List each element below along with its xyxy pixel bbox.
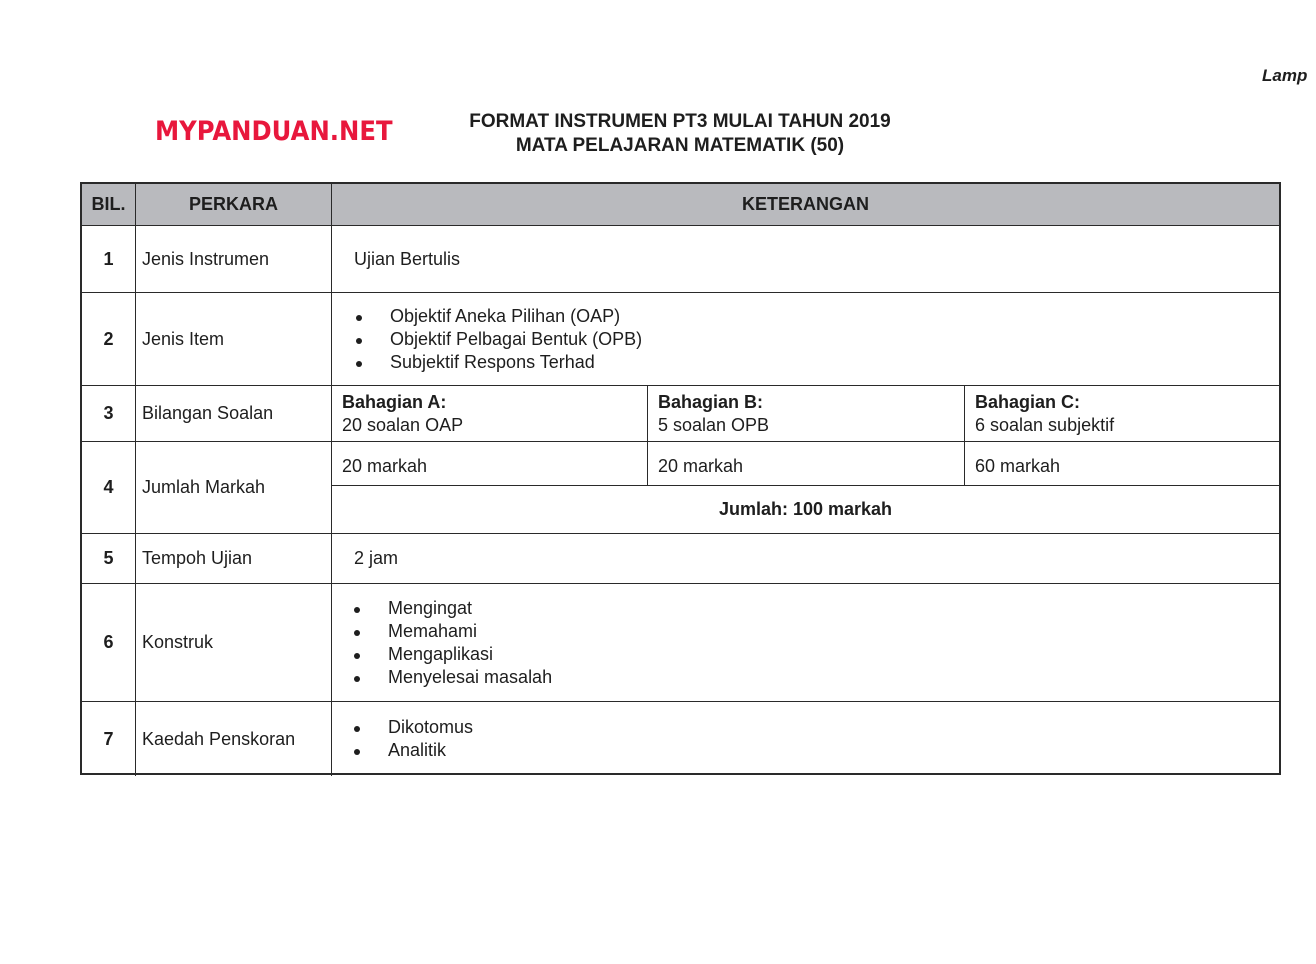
format-table: [80, 182, 1281, 775]
section-name: Bahagian A:: [342, 391, 447, 412]
marks-b-cell: [648, 442, 965, 486]
section-detail: 20 soalan OAP: [342, 414, 464, 435]
bullet-list: [352, 716, 473, 762]
header-bil: BIL.: [82, 184, 136, 226]
list-item: Memahami: [352, 620, 552, 643]
row-label: Kaedah Penskoran: [136, 702, 332, 776]
section-name: Bahagian C:: [975, 391, 1081, 412]
list-item: Objektif Pelbagai Bentuk (OPB): [354, 328, 642, 351]
list-item: Menyelesai masalah: [352, 666, 552, 689]
marks-value: 20 markah: [658, 456, 744, 476]
row-number: 4: [82, 442, 136, 534]
row-label: Bilangan Soalan: [136, 386, 332, 442]
total-marks: Jumlah: 100 markah: [332, 486, 1279, 534]
header-perkara: PERKARA: [136, 184, 332, 226]
list-item: Mengaplikasi: [352, 643, 552, 666]
list-item: Mengingat: [352, 597, 552, 620]
section-detail: 5 soalan OPB: [658, 414, 770, 435]
row-number: 2: [82, 293, 136, 386]
row-number: 5: [82, 534, 136, 584]
list-item: Dikotomus: [352, 716, 473, 739]
section-detail: 6 soalan subjektif: [975, 414, 1115, 435]
row-number: 1: [82, 226, 136, 293]
title-line-1: FORMAT INSTRUMEN PT3 MULAI TAHUN 2019: [469, 111, 891, 132]
construct-list-cell: [332, 584, 1279, 702]
row-label: Konstruk: [136, 584, 332, 702]
row-value: Ujian Bertulis: [332, 226, 1279, 293]
marks-a-cell: [332, 442, 648, 486]
section-a-cell: [332, 386, 648, 442]
row-label: Jumlah Markah: [136, 442, 332, 534]
site-watermark: MYPANDUAN.NET: [155, 116, 393, 147]
list-item: Subjektif Respons Terhad: [354, 351, 642, 374]
row-number: 7: [82, 702, 136, 776]
appendix-label: Lamp: [1262, 66, 1308, 85]
document-title: [440, 110, 920, 158]
row-label: Tempoh Ujian: [136, 534, 332, 584]
section-c-cell: [965, 386, 1279, 442]
row-label: Jenis Item: [136, 293, 332, 386]
marks-value: 20 markah: [342, 456, 428, 476]
marks-c-cell: [965, 442, 1279, 486]
header-keterangan: KETERANGAN: [332, 184, 1279, 226]
list-item: Analitik: [352, 739, 473, 762]
scoring-list-cell: [332, 702, 1279, 776]
bullet-list: [352, 597, 552, 689]
item-type-list-cell: [332, 293, 1279, 386]
list-item: Objektif Aneka Pilihan (OAP): [354, 305, 642, 328]
bullet-list: [354, 305, 642, 374]
row-number: 3: [82, 386, 136, 442]
marks-value: 60 markah: [975, 456, 1061, 476]
row-label: Jenis Instrumen: [136, 226, 332, 293]
section-name: Bahagian B:: [658, 391, 764, 412]
title-line-2: MATA PELAJARAN MATEMATIK (50): [515, 135, 845, 156]
row-number: 6: [82, 584, 136, 702]
row-value: 2 jam: [332, 534, 1279, 584]
section-b-cell: [648, 386, 965, 442]
